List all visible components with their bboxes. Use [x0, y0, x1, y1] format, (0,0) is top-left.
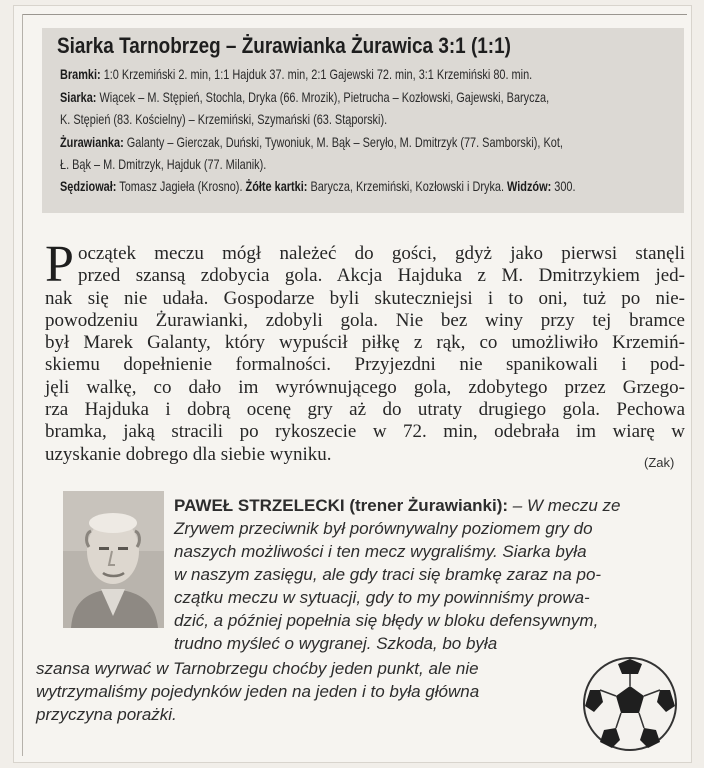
zurawianka-lineup-line-2: Ł. Bąk – M. Dmitrzyk, Hajduk (77. Milanik).	[60, 156, 267, 172]
quote-line: trudno myśleć o wygranej. Szkoda, bo była	[174, 634, 498, 653]
article-line: był Marek Galanty, który wypuścił piłkę z rąk, co umożliwiło Krzemiń-	[45, 332, 685, 354]
match-headline: Siarka Tarnobrzeg – Żurawianka Żurawica 3:1 (1:1)	[57, 33, 511, 58]
article-line: uzyskanie dobrego dla siebie wyniku.	[45, 443, 332, 465]
article-line: oczątek meczu mógł należeć do gości, gdyż jako pierwsi stanęli	[78, 243, 685, 264]
article-line: jęli walkę, co dało im wyrównującego gola, zdobytego przez Grzego-	[45, 376, 685, 398]
article-line: rza Hajduka i dobrą ocenę gry aż do utraty drugiego gola. Pechowa	[45, 399, 685, 421]
goals-line: Bramki: 1:0 Krzemiński 2. min, 1:1 Hajduk 37. min, 2:1 Gajewski 72. min, 3:1 Krzemiński 80. min.	[60, 66, 533, 82]
soccer-ball-icon	[582, 656, 678, 752]
zurawianka-lineup-line: Żurawianka: Galanty – Gierczak, Duński, Tywoniuk, M. Bąk – Seryło, M. Dmitrzyk (77. Samborski), Kot,	[60, 134, 563, 150]
left-rule	[22, 14, 23, 756]
quote-line: szansa wyrwać w Tarnobrzegu choćby jeden punkt, ale nie	[36, 659, 479, 678]
article-line: skiemu dopełnienie formalności. Przyjezdni nie spanikowali i pod-	[45, 354, 685, 376]
top-rule	[22, 14, 687, 15]
coach-portrait	[63, 491, 164, 628]
portrait-image	[63, 491, 164, 628]
siarka-lineup-line-2: K. Stępień (83. Kościelny) – Krzemiński, Szymański (63. Stąporski).	[60, 111, 388, 127]
article-author: (Zak)	[644, 455, 675, 470]
siarka-lineup-line: Siarka: Wiącek – M. Stępień, Stochla, Dryka (66. Mrozik), Pietrucha – Kozłowski, Gajewski, Barycza,	[60, 89, 550, 105]
article-line: powodzeniu Żurawianki, zdobyli gola. Nie bez winy przy tej bramce	[45, 309, 685, 331]
quote-line: czątku meczu w sytuacji, gdy to my powinniśmy prowa-	[174, 588, 590, 607]
quote-line-1: PAWEŁ STRZELECKI (trener Żurawianki): – W meczu ze	[174, 496, 621, 515]
quote-line: dzić, a później popełnia się błędy w bloku defensywnym,	[174, 611, 599, 630]
quote-line: wytrzymaliśmy pojedynków jeden na jeden i to była główna	[36, 682, 480, 701]
quote-line: przyczyna porażki.	[36, 705, 177, 724]
quote-line: w naszym zasięgu, ale gdy traci się bramkę zaraz na po-	[174, 565, 602, 584]
article-line: bramka, jaką stracili po rykoszecie w 72. min, odebrała im wiarę w	[45, 421, 685, 443]
referee-cards-line: Sędziował: Tomasz Jagieła (Krosno). Żółte kartki: Barycza, Krzemiński, Kozłowski i Dryka. Widzów: 300.	[60, 178, 576, 194]
article-line: przed szansą zdobycia gola. Akcja Hajduka z M. Dmitrzykiem jed-	[78, 265, 685, 287]
article-line: nak się nie udała. Gospodarze byli skuteczniejsi i to oni, tuż po nie-	[45, 287, 685, 309]
article-body	[45, 236, 685, 466]
quote-line: naszych możliwości i ten mecz wygraliśmy. Siarka była	[174, 542, 587, 561]
drop-cap: P	[45, 236, 74, 293]
quote-speaker: PAWEŁ STRZELECKI (trener Żurawianki):	[174, 496, 509, 515]
quote-line: Zrywem przeciwnik był porównywalny poziomem gry do	[174, 519, 593, 538]
